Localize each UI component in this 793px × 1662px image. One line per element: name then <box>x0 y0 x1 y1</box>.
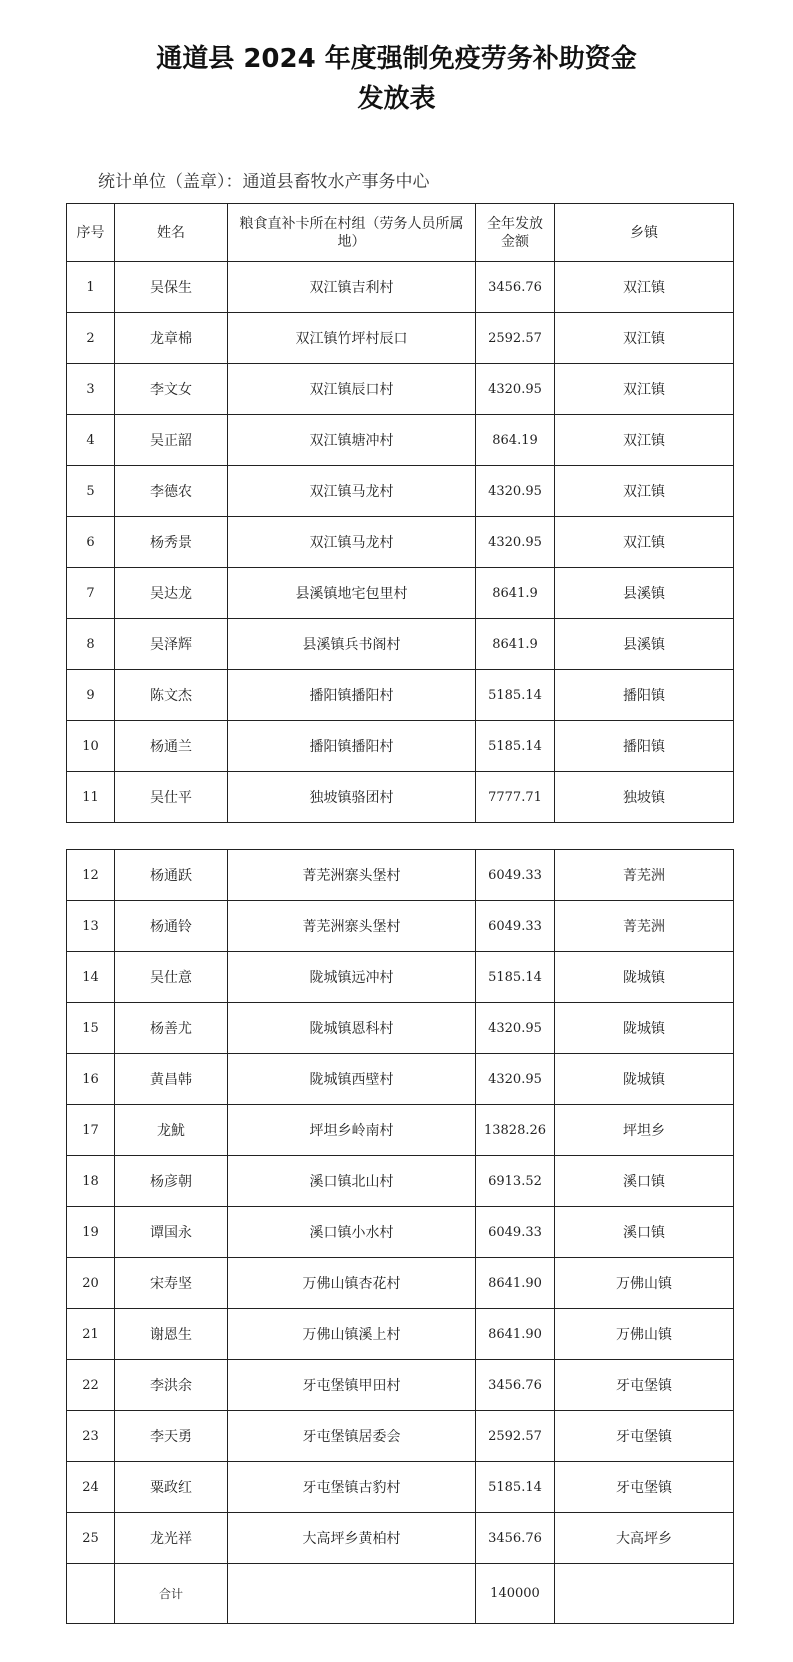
row-name: 龙章棉 <box>115 313 228 364</box>
row-village: 县溪镇地宅包里村 <box>228 568 476 619</box>
total-township-cell <box>555 1564 734 1624</box>
row-amount: 4320.95 <box>476 466 555 517</box>
table-row <box>67 1156 734 1207</box>
row-index: 2 <box>67 313 115 364</box>
table-row <box>67 415 734 466</box>
row-amount: 6049.33 <box>476 901 555 952</box>
table-row <box>67 568 734 619</box>
row-index: 3 <box>67 364 115 415</box>
table-row <box>67 619 734 670</box>
row-amount: 8641.9 <box>476 568 555 619</box>
table-row <box>67 850 734 901</box>
column-header-township: 乡镇 <box>555 204 734 262</box>
row-village: 万佛山镇溪上村 <box>228 1309 476 1360</box>
row-amount: 4320.95 <box>476 1054 555 1105</box>
row-index: 10 <box>67 721 115 772</box>
table-row <box>67 952 734 1003</box>
row-village: 菁芜洲寨头堡村 <box>228 850 476 901</box>
row-township: 万佛山镇 <box>555 1258 734 1309</box>
total-row <box>67 1564 734 1624</box>
row-index: 13 <box>67 901 115 952</box>
row-name: 李洪余 <box>115 1360 228 1411</box>
row-township: 牙屯堡镇 <box>555 1360 734 1411</box>
row-township: 双江镇 <box>555 415 734 466</box>
row-township: 大高坪乡 <box>555 1513 734 1564</box>
column-header-amount: 全年发放金额 <box>476 204 555 262</box>
row-index: 19 <box>67 1207 115 1258</box>
row-township: 陇城镇 <box>555 1003 734 1054</box>
row-name: 吴仕意 <box>115 952 228 1003</box>
table-row <box>67 1411 734 1462</box>
row-amount: 6049.33 <box>476 850 555 901</box>
row-index: 6 <box>67 517 115 568</box>
row-name: 杨秀景 <box>115 517 228 568</box>
row-name: 杨善尤 <box>115 1003 228 1054</box>
row-township: 双江镇 <box>555 466 734 517</box>
column-header-village: 粮食直补卡所在村组（劳务人员所属地） <box>228 204 476 262</box>
row-township: 菁芜洲 <box>555 850 734 901</box>
row-name: 吴泽辉 <box>115 619 228 670</box>
row-township: 陇城镇 <box>555 952 734 1003</box>
row-township: 双江镇 <box>555 262 734 313</box>
row-name: 李天勇 <box>115 1411 228 1462</box>
payment-table-part-2 <box>66 849 734 1624</box>
row-name: 龙魷 <box>115 1105 228 1156</box>
row-township: 县溪镇 <box>555 568 734 619</box>
row-index: 17 <box>67 1105 115 1156</box>
row-amount: 2592.57 <box>476 1411 555 1462</box>
row-village: 双江镇辰口村 <box>228 364 476 415</box>
row-village: 万佛山镇杏花村 <box>228 1258 476 1309</box>
table-row <box>67 262 734 313</box>
row-name: 粟政红 <box>115 1462 228 1513</box>
row-index: 15 <box>67 1003 115 1054</box>
table-row <box>67 670 734 721</box>
row-name: 宋寿坚 <box>115 1258 228 1309</box>
table-row <box>67 1105 734 1156</box>
row-index: 12 <box>67 850 115 901</box>
total-label: 合计 <box>115 1564 228 1624</box>
row-index: 21 <box>67 1309 115 1360</box>
row-village: 牙屯堡镇古豹村 <box>228 1462 476 1513</box>
table-row <box>67 1207 734 1258</box>
row-name: 李文女 <box>115 364 228 415</box>
row-amount: 864.19 <box>476 415 555 466</box>
table-row <box>67 1309 734 1360</box>
row-township: 牙屯堡镇 <box>555 1462 734 1513</box>
column-header-index: 序号 <box>67 204 115 262</box>
row-index: 5 <box>67 466 115 517</box>
row-village: 菁芜洲寨头堡村 <box>228 901 476 952</box>
row-name: 黄昌韩 <box>115 1054 228 1105</box>
row-township: 坪坦乡 <box>555 1105 734 1156</box>
row-township: 溪口镇 <box>555 1207 734 1258</box>
row-village: 陇城镇远冲村 <box>228 952 476 1003</box>
row-village: 县溪镇兵书阁村 <box>228 619 476 670</box>
row-amount: 4320.95 <box>476 517 555 568</box>
row-township: 双江镇 <box>555 517 734 568</box>
row-village: 大高坪乡黄柏村 <box>228 1513 476 1564</box>
table-row <box>67 1054 734 1105</box>
row-amount: 13828.26 <box>476 1105 555 1156</box>
row-index: 7 <box>67 568 115 619</box>
row-amount: 5185.14 <box>476 952 555 1003</box>
row-village: 牙屯堡镇甲田村 <box>228 1360 476 1411</box>
row-amount: 6913.52 <box>476 1156 555 1207</box>
row-index: 11 <box>67 772 115 823</box>
row-index: 22 <box>67 1360 115 1411</box>
row-amount: 3456.76 <box>476 1513 555 1564</box>
row-amount: 8641.90 <box>476 1258 555 1309</box>
row-index: 4 <box>67 415 115 466</box>
row-index: 18 <box>67 1156 115 1207</box>
row-village: 双江镇吉利村 <box>228 262 476 313</box>
row-township: 播阳镇 <box>555 670 734 721</box>
row-village: 双江镇塘冲村 <box>228 415 476 466</box>
table-row <box>67 772 734 823</box>
row-amount: 8641.9 <box>476 619 555 670</box>
row-village: 独坡镇骆团村 <box>228 772 476 823</box>
total-amount: 140000 <box>476 1564 555 1624</box>
row-name: 杨彦朝 <box>115 1156 228 1207</box>
row-amount: 5185.14 <box>476 721 555 772</box>
row-township: 县溪镇 <box>555 619 734 670</box>
row-village: 双江镇马龙村 <box>228 517 476 568</box>
row-name: 吴正韶 <box>115 415 228 466</box>
payment-table-part-1 <box>66 203 734 823</box>
row-township: 牙屯堡镇 <box>555 1411 734 1462</box>
row-township: 双江镇 <box>555 313 734 364</box>
row-amount: 6049.33 <box>476 1207 555 1258</box>
row-amount: 3456.76 <box>476 1360 555 1411</box>
row-village: 溪口镇北山村 <box>228 1156 476 1207</box>
row-amount: 5185.14 <box>476 1462 555 1513</box>
row-amount: 7777.71 <box>476 772 555 823</box>
row-township: 双江镇 <box>555 364 734 415</box>
total-index-cell <box>67 1564 115 1624</box>
row-name: 杨通兰 <box>115 721 228 772</box>
row-village: 溪口镇小水村 <box>228 1207 476 1258</box>
row-index: 20 <box>67 1258 115 1309</box>
row-index: 23 <box>67 1411 115 1462</box>
row-amount: 4320.95 <box>476 1003 555 1054</box>
table-row <box>67 1462 734 1513</box>
row-amount: 4320.95 <box>476 364 555 415</box>
row-amount: 8641.90 <box>476 1309 555 1360</box>
row-village: 牙屯堡镇居委会 <box>228 1411 476 1462</box>
row-name: 吴仕平 <box>115 772 228 823</box>
row-village: 陇城镇恩科村 <box>228 1003 476 1054</box>
total-village-cell <box>228 1564 476 1624</box>
page-title-line-2: 发放表 <box>357 84 436 114</box>
row-township: 陇城镇 <box>555 1054 734 1105</box>
row-index: 25 <box>67 1513 115 1564</box>
row-township: 播阳镇 <box>555 721 734 772</box>
row-village: 播阳镇播阳村 <box>228 721 476 772</box>
row-name: 谭国永 <box>115 1207 228 1258</box>
row-index: 24 <box>67 1462 115 1513</box>
row-name: 龙光祥 <box>115 1513 228 1564</box>
row-name: 吴达龙 <box>115 568 228 619</box>
table-row <box>67 313 734 364</box>
table-row <box>67 901 734 952</box>
row-amount: 3456.76 <box>476 262 555 313</box>
row-village: 双江镇马龙村 <box>228 466 476 517</box>
row-village: 陇城镇西壁村 <box>228 1054 476 1105</box>
table-header-row <box>67 204 734 262</box>
table-row <box>67 364 734 415</box>
page-title-line-1: 通道县 2024 年度强制免疫劳务补助资金 <box>156 44 637 74</box>
row-name: 吴保生 <box>115 262 228 313</box>
statistics-unit-line: 统计单位（盖章）：通道县畜牧水产事务中心 <box>98 172 430 192</box>
row-township: 万佛山镇 <box>555 1309 734 1360</box>
row-village: 坪坦乡岭南村 <box>228 1105 476 1156</box>
row-name: 杨通铃 <box>115 901 228 952</box>
row-village: 播阳镇播阳村 <box>228 670 476 721</box>
row-township: 菁芜洲 <box>555 901 734 952</box>
row-name: 陈文杰 <box>115 670 228 721</box>
table-row <box>67 1003 734 1054</box>
row-index: 16 <box>67 1054 115 1105</box>
table-row <box>67 1258 734 1309</box>
row-amount: 5185.14 <box>476 670 555 721</box>
table-row <box>67 1360 734 1411</box>
row-name: 杨通跃 <box>115 850 228 901</box>
row-index: 1 <box>67 262 115 313</box>
table-row <box>67 721 734 772</box>
table-row <box>67 1513 734 1564</box>
row-index: 9 <box>67 670 115 721</box>
table-row <box>67 517 734 568</box>
table-row <box>67 466 734 517</box>
row-index: 8 <box>67 619 115 670</box>
row-index: 14 <box>67 952 115 1003</box>
row-township: 独坡镇 <box>555 772 734 823</box>
row-village: 双江镇竹坪村辰口 <box>228 313 476 364</box>
row-name: 谢恩生 <box>115 1309 228 1360</box>
row-township: 溪口镇 <box>555 1156 734 1207</box>
column-header-name: 姓名 <box>115 204 228 262</box>
row-name: 李德农 <box>115 466 228 517</box>
row-amount: 2592.57 <box>476 313 555 364</box>
